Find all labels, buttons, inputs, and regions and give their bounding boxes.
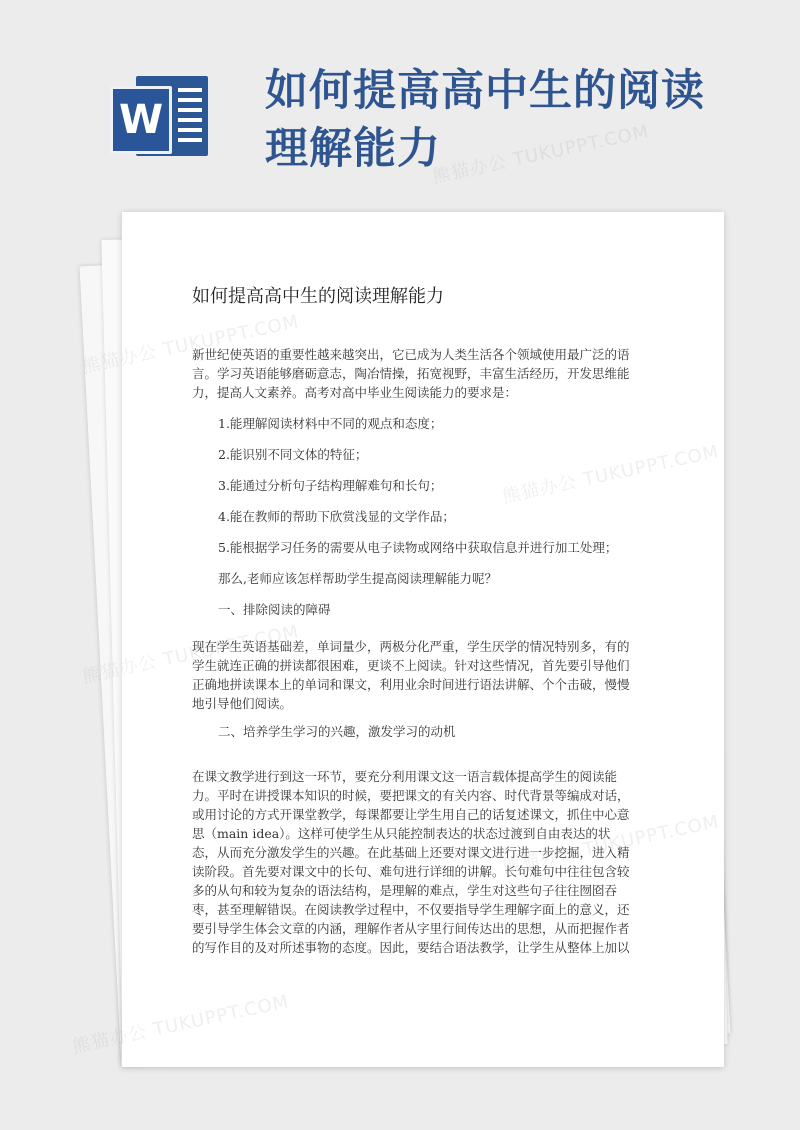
requirement-item: 5.能根据学习任务的需要从电子读物或网络中获取信息并进行加工处理；	[218, 540, 618, 555]
banner-title: 如何提高高中生的阅读理解能力	[265, 66, 705, 174]
watermark: 熊猫办公 TUKUPPT.COM	[430, 121, 652, 188]
document-title: 如何提高高中生的阅读理解能力	[192, 286, 444, 307]
intro-paragraph: 新世纪使英语的重要性越来越突出，它已成为人类生活各个领域使用最广泛的语言。学习英语能够磨砺意志，陶冶情操，拓宽视野，丰富生活经历，开发思维能力，提高人文素养。高考对高中毕业生阅读能力的要求是：	[192, 347, 630, 400]
question-line: 那么,老师应该怎样帮助学生提高阅读理解能力呢？	[218, 571, 497, 586]
section-heading-2: 二、培养学生学习的兴趣，激发学习的动机	[218, 724, 456, 739]
requirement-item: 2.能识别不同文体的特征；	[218, 447, 368, 462]
requirement-item: 1.能理解阅读材料中不同的观点和态度；	[218, 416, 443, 431]
section-2-paragraph: 在课文教学进行到这一环节，要充分利用课文这一语言载体提高学生的阅读能力。平时在讲授课本知识的时候，要把课文的有关内容、时代背景等编成对话，或用讨论的方式开课堂教学，每课都要让学生用自己的话复述课文，抓住中心意思（main idea）。这样可使学生从只能控制表达的状态过渡到自由表达的状态，从而充分激发学生的兴趣。在此基础上还要对课文进行进一步挖掘，进入精读阶段。首先要对课文中的长句、难句进行详细的讲解。长句难句中往往包含较多的从句和较为复杂的语法结构，是理解的难点，学生对这些句子往往囫囵吞枣，甚至理解错误。在阅读教学过程中，不仅要指导学生理解字面上的意义，还要引导学生体会文章的内涵，理解作者从字里行间传达出的思想，从而把握作者的写作目的及对所述事物的态度。因此，要结合语法教学，让学生从整体上加以	[192, 769, 630, 955]
section-heading-1: 一、排除阅读的障碍	[218, 602, 331, 617]
word-icon	[110, 72, 208, 160]
requirement-item: 3.能通过分析句子结构理解难句和长句；	[218, 478, 443, 493]
requirement-item: 4.能在教师的帮助下欣赏浅显的文学作品；	[218, 509, 455, 524]
section-1-paragraph: 现在学生英语基础差，单词量少，两极分化严重，学生厌学的情况特别多，有的学生就连正确的拼读都很困难，更谈不上阅读。针对这些情况，首先要引导他们正确地拼读课本上的单词和课文，利用业余时间进行语法讲解、个个击破，慢慢地引导他们阅读。	[192, 639, 630, 711]
document-page	[122, 212, 724, 1067]
word-letter-badge: W	[110, 86, 172, 154]
watermark: 熊猫办公	[70, 1021, 150, 1058]
